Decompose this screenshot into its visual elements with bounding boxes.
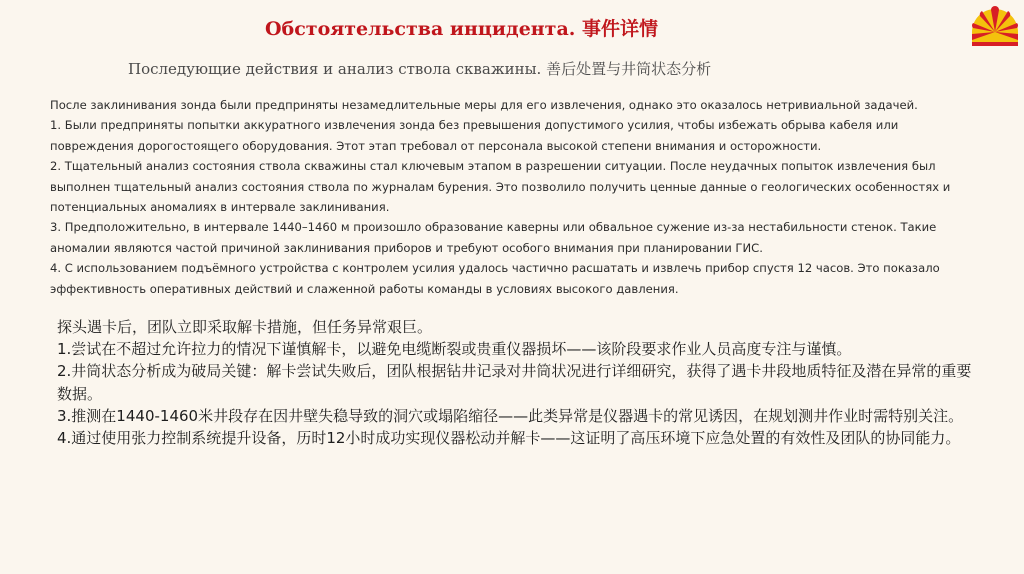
ru-point-2: 2. Тщательный анализ состояния ствола скважины стал ключевым этапом в разрешении ситуации. После неудачных попыток извлечения был выполнен тщательный анализ состояния ствола по журналам бурения. Это позволило получить ценные данные о геологических особенностях и потенциальных аномалиях в интервале заклинивания. <box>50 159 951 215</box>
ru-intro: После заклинивания зонда были предприняты незамедлительные меры для его извлечения, однако это оказалось нетривиальной задачей. <box>50 98 918 112</box>
russian-text-block <box>50 95 985 299</box>
cn-point-2: 2.井筒状态分析成为破局关键：解卡尝试失败后，团队根据钻井记录对井筒状况进行详细研究，获得了遇卡井段地质特征及潜在异常的重要数据。 <box>57 362 972 403</box>
ru-point-3: 3. Предположительно, в интервале 1440–1460 м произошло образование каверны или обвальное сужение из-за нестабильности стенок. Такие аномалии являются частой причиной заклинивания приборов и требуют особого внимания при планировании ГИС. <box>50 220 937 255</box>
cn-point-3: 3.推测在1440-1460米井段存在因井壁失稳导致的洞穴或塌陷缩径——此类异常是仪器遇卡的常见诱因，在规划测井作业时需特别关注。 <box>57 406 964 425</box>
cn-intro: 探头遇卡后，团队立即采取解卡措施，但任务异常艰巨。 <box>57 318 433 336</box>
slide-title: Обстоятельства инцидента. 事件详情 <box>265 18 658 40</box>
cn-point-1: 1.尝试在不超过允许拉力的情况下谨慎解卡，以避免电缆断裂或贵重仪器损坏——该阶段要求作业人员高度专注与谨慎。 <box>57 340 852 359</box>
logo-base-bar <box>972 42 1018 46</box>
cn-point-4: 4.通过使用张力控制系统提升设备，历时12小时成功实现仪器松动并解卡——这证明了高压环境下应急处置的有效性及团队的协同能力。 <box>57 429 961 448</box>
company-logo-icon <box>968 2 1022 50</box>
slide-subtitle: Последующие действия и анализ ствола скважины. 善后处置与井筒状态分析 <box>128 60 712 78</box>
ru-point-4: 4. С использованием подъёмного устройства с контролем усилия удалось частично расшатать и извлечь прибор спустя 12 часов. Это показало эффективность оперативных действий и слаженной работы команды в условиях высокого давления. <box>50 261 940 296</box>
ru-point-1: 1. Были предприняты попытки аккуратного извлечения зонда без превышения допустимого усилия, чтобы избежать обрыва кабеля или повреждения дорогостоящего оборудования. Этот этап требовал от персонала высокой степени внимания и осторожности. <box>50 118 899 153</box>
chinese-text-block <box>57 316 977 449</box>
